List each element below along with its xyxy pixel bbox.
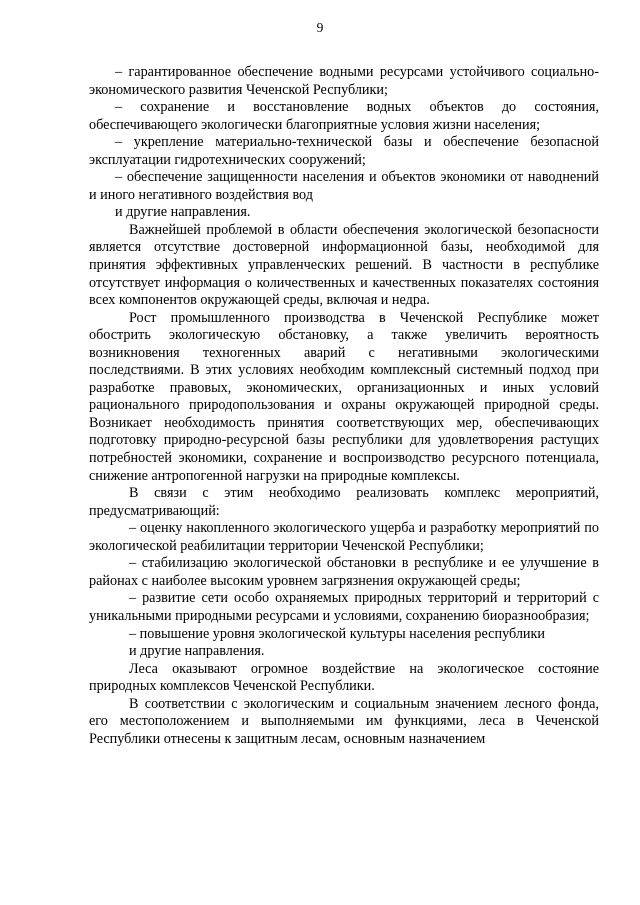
- paragraph-bullet-flood-protection: – обеспечение защищенности населения и объектов экономики от наводнений и иного негативного воздействия вод: [89, 169, 599, 203]
- paragraph-forest-fund: В соответствии с экологическим и социальным значением лесного фонда, его местоположением и выполняемыми им функциями, леса в Чеченской Республики отнесены к защитным лесам, основным назначением: [89, 695, 599, 747]
- paragraph-bullet-water-supply: – гарантированное обеспечение водными ресурсами устойчивого социально-экономического развития Чеченской Республики;: [89, 64, 599, 98]
- paragraph-bullet-hydro-facilities: – укрепление материально-технической базы и обеспечение безопасной эксплуатации гидротехнических сооружений;: [89, 134, 599, 168]
- paragraph-info-base-problem: Важнейшей проблемой в области обеспечения экологической безопасности является отсутствие достоверной информационной базы, необходимой для принятия эффективных управленческих решений. В частности в республике отсутствует информация о количественных и качественных показателях состояния всех компонентов окружающей среды, включая и недра.: [89, 221, 599, 309]
- paragraph-bullet-water-bodies: – сохранение и восстановление водных объектов до состояния, обеспечивающего экологически благоприятные условия жизни населения;: [89, 99, 599, 133]
- paragraph-bullet-protected-areas: – развитие сети особо охраняемых природных территорий и территорий с уникальными природными ресурсами и условиями, сохранению биоразнообразия;: [89, 590, 599, 624]
- paragraph-bullet-stabilization: – стабилизацию экологической обстановки в республике и ее улучшение в районах с наиболее высоким уровнем загрязнения окружающей среды;: [89, 555, 599, 589]
- document-body: [89, 64, 599, 748]
- paragraph-other-directions-1: и другие направления.: [115, 204, 251, 221]
- page-number: 9: [316, 20, 324, 35]
- paragraph-industrial-growth: Рост промышленного производства в Чеченской Республике может обострить экологическую обстановку, а также увеличить вероятность возникновения техногенных аварий с негативными экологическими последствиями. В этих условиях необходим комплексный системный подход при разработке правовых, экономических, организационных и иных условий рационального природопользования и охраны окружающей природной среды. Возникает необходимость принятия соответствующих мер, обеспечивающих подготовку природно-ресурсной базы республики для удовлетворения растущих потребностей экономики, сохранение и воспроизводство ресурсного потенциала, снижение антропогенной нагрузки на природные комплексы.: [89, 309, 599, 484]
- paragraph-forests-impact: Леса оказывают огромное воздействие на экологическое состояние природных комплексов Чеченской Республики.: [89, 660, 599, 695]
- paragraph-bullet-ecological-culture: – повышение уровня экологической культуры населения республики: [129, 625, 546, 642]
- paragraph-measures-intro: В связи с этим необходимо реализовать комплекс мероприятий, предусматривающий:: [89, 485, 599, 519]
- paragraph-other-directions-2: и другие направления.: [129, 643, 265, 660]
- paragraph-bullet-damage-assessment: – оценку накопленного экологического ущерба и разработку мероприятий по экологической реабилитации территории Чеченской Республики;: [89, 520, 599, 554]
